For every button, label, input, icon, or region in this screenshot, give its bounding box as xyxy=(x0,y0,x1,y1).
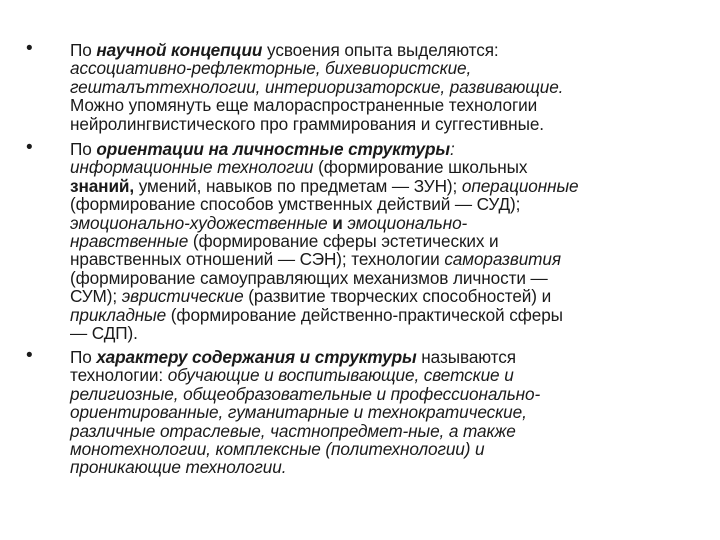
text-run: По xyxy=(70,139,97,159)
text-run: обучающие и воспитывающие, светские и xyxy=(167,365,514,386)
text-line xyxy=(70,348,686,366)
bullet-dot: • xyxy=(26,137,33,158)
text-run: саморазвития xyxy=(444,249,561,270)
text-run: операционные xyxy=(461,175,579,196)
text-run: различные отраслевые, частнопредмет-ные, а также xyxy=(70,420,516,441)
bullet-personality-structures xyxy=(26,137,686,344)
bullet-text xyxy=(70,140,686,342)
text-line xyxy=(70,59,686,77)
text-run: эвристические xyxy=(121,286,244,307)
text-line xyxy=(70,440,686,458)
text-line xyxy=(70,78,686,96)
text-line xyxy=(70,96,686,114)
bullet-text xyxy=(70,348,686,477)
text-run: религиозные, общеобразовательные и профессионально- xyxy=(70,383,541,404)
text-run: (формирование школьных xyxy=(313,157,528,178)
text-run: характеру содержания и структуры xyxy=(96,347,417,367)
text-run: информационные технологии xyxy=(70,157,314,178)
text-run: нравственных отношений — СЭН); технологии xyxy=(70,249,445,270)
text-line xyxy=(70,115,686,133)
text-run: проникающие технологии. xyxy=(70,457,287,478)
text-run: — СДП). xyxy=(70,323,138,344)
text-run: Можно упомянуть еще малораспространенные технологии xyxy=(70,95,538,116)
text-run: ассоциативно-рефлекторные, бихевиористские, xyxy=(70,58,472,79)
text-line xyxy=(70,177,686,195)
text-run: усвоения опыта выделяются: xyxy=(262,40,499,60)
bullet-content-structure xyxy=(26,345,686,478)
text-line xyxy=(70,214,686,232)
text-line xyxy=(70,158,686,176)
text-run: гешталъттехнологии, интериоризаторские, развивающие. xyxy=(70,76,564,97)
text-line xyxy=(70,324,686,342)
bullet-text xyxy=(70,41,686,133)
text-run: нравственные xyxy=(70,231,189,252)
text-run: эмоционально-художественные xyxy=(70,212,328,233)
text-run: (формирование сферы эстетических и xyxy=(188,231,499,252)
text-line xyxy=(70,306,686,324)
text-line xyxy=(70,269,686,287)
text-run: ориентированные, гуманитарные и технократические, xyxy=(70,402,527,423)
text-line xyxy=(70,458,686,476)
text-run: нейролингвистического про граммирования и суггестивные. xyxy=(70,113,544,134)
text-run: По xyxy=(70,347,97,367)
text-run: научной концепции xyxy=(96,40,263,60)
text-run: монотехнологии, комплексные (политехнологии) и xyxy=(70,439,485,460)
text-run: называются xyxy=(416,347,516,367)
text-run: прикладные xyxy=(70,304,167,325)
text-line xyxy=(70,140,686,158)
text-run: (формирование действенно-практической сферы xyxy=(166,304,563,325)
bullet-dot: • xyxy=(26,38,33,59)
text-line xyxy=(70,287,686,305)
text-line xyxy=(70,250,686,268)
text-run: (формирование самоуправляющих механизмов личности — xyxy=(70,267,548,288)
text-run: эмоционально- xyxy=(347,212,468,233)
text-run: знаний, xyxy=(70,175,135,196)
text-run: По xyxy=(70,40,97,60)
text-run: (формирование способов умственных действий — СУД); xyxy=(70,194,521,215)
text-line xyxy=(70,422,686,440)
text-run: : xyxy=(449,139,455,159)
text-run: СУМ); xyxy=(70,286,122,307)
bullet-scientific-concept xyxy=(26,38,686,134)
text-line xyxy=(70,385,686,403)
text-line xyxy=(70,195,686,213)
text-run: (развитие творческих способностей) и xyxy=(243,286,552,307)
text-line xyxy=(70,232,686,250)
bullet-dot: • xyxy=(26,345,33,366)
text-run: технологии: xyxy=(70,365,168,386)
text-run: ориентации на личностные структуры xyxy=(96,139,450,159)
text-line xyxy=(70,41,686,59)
text-line xyxy=(70,366,686,384)
text-line xyxy=(70,403,686,421)
text-run: умений, навыков по предметам — ЗУН); xyxy=(134,175,462,196)
text-run: и xyxy=(327,212,348,233)
